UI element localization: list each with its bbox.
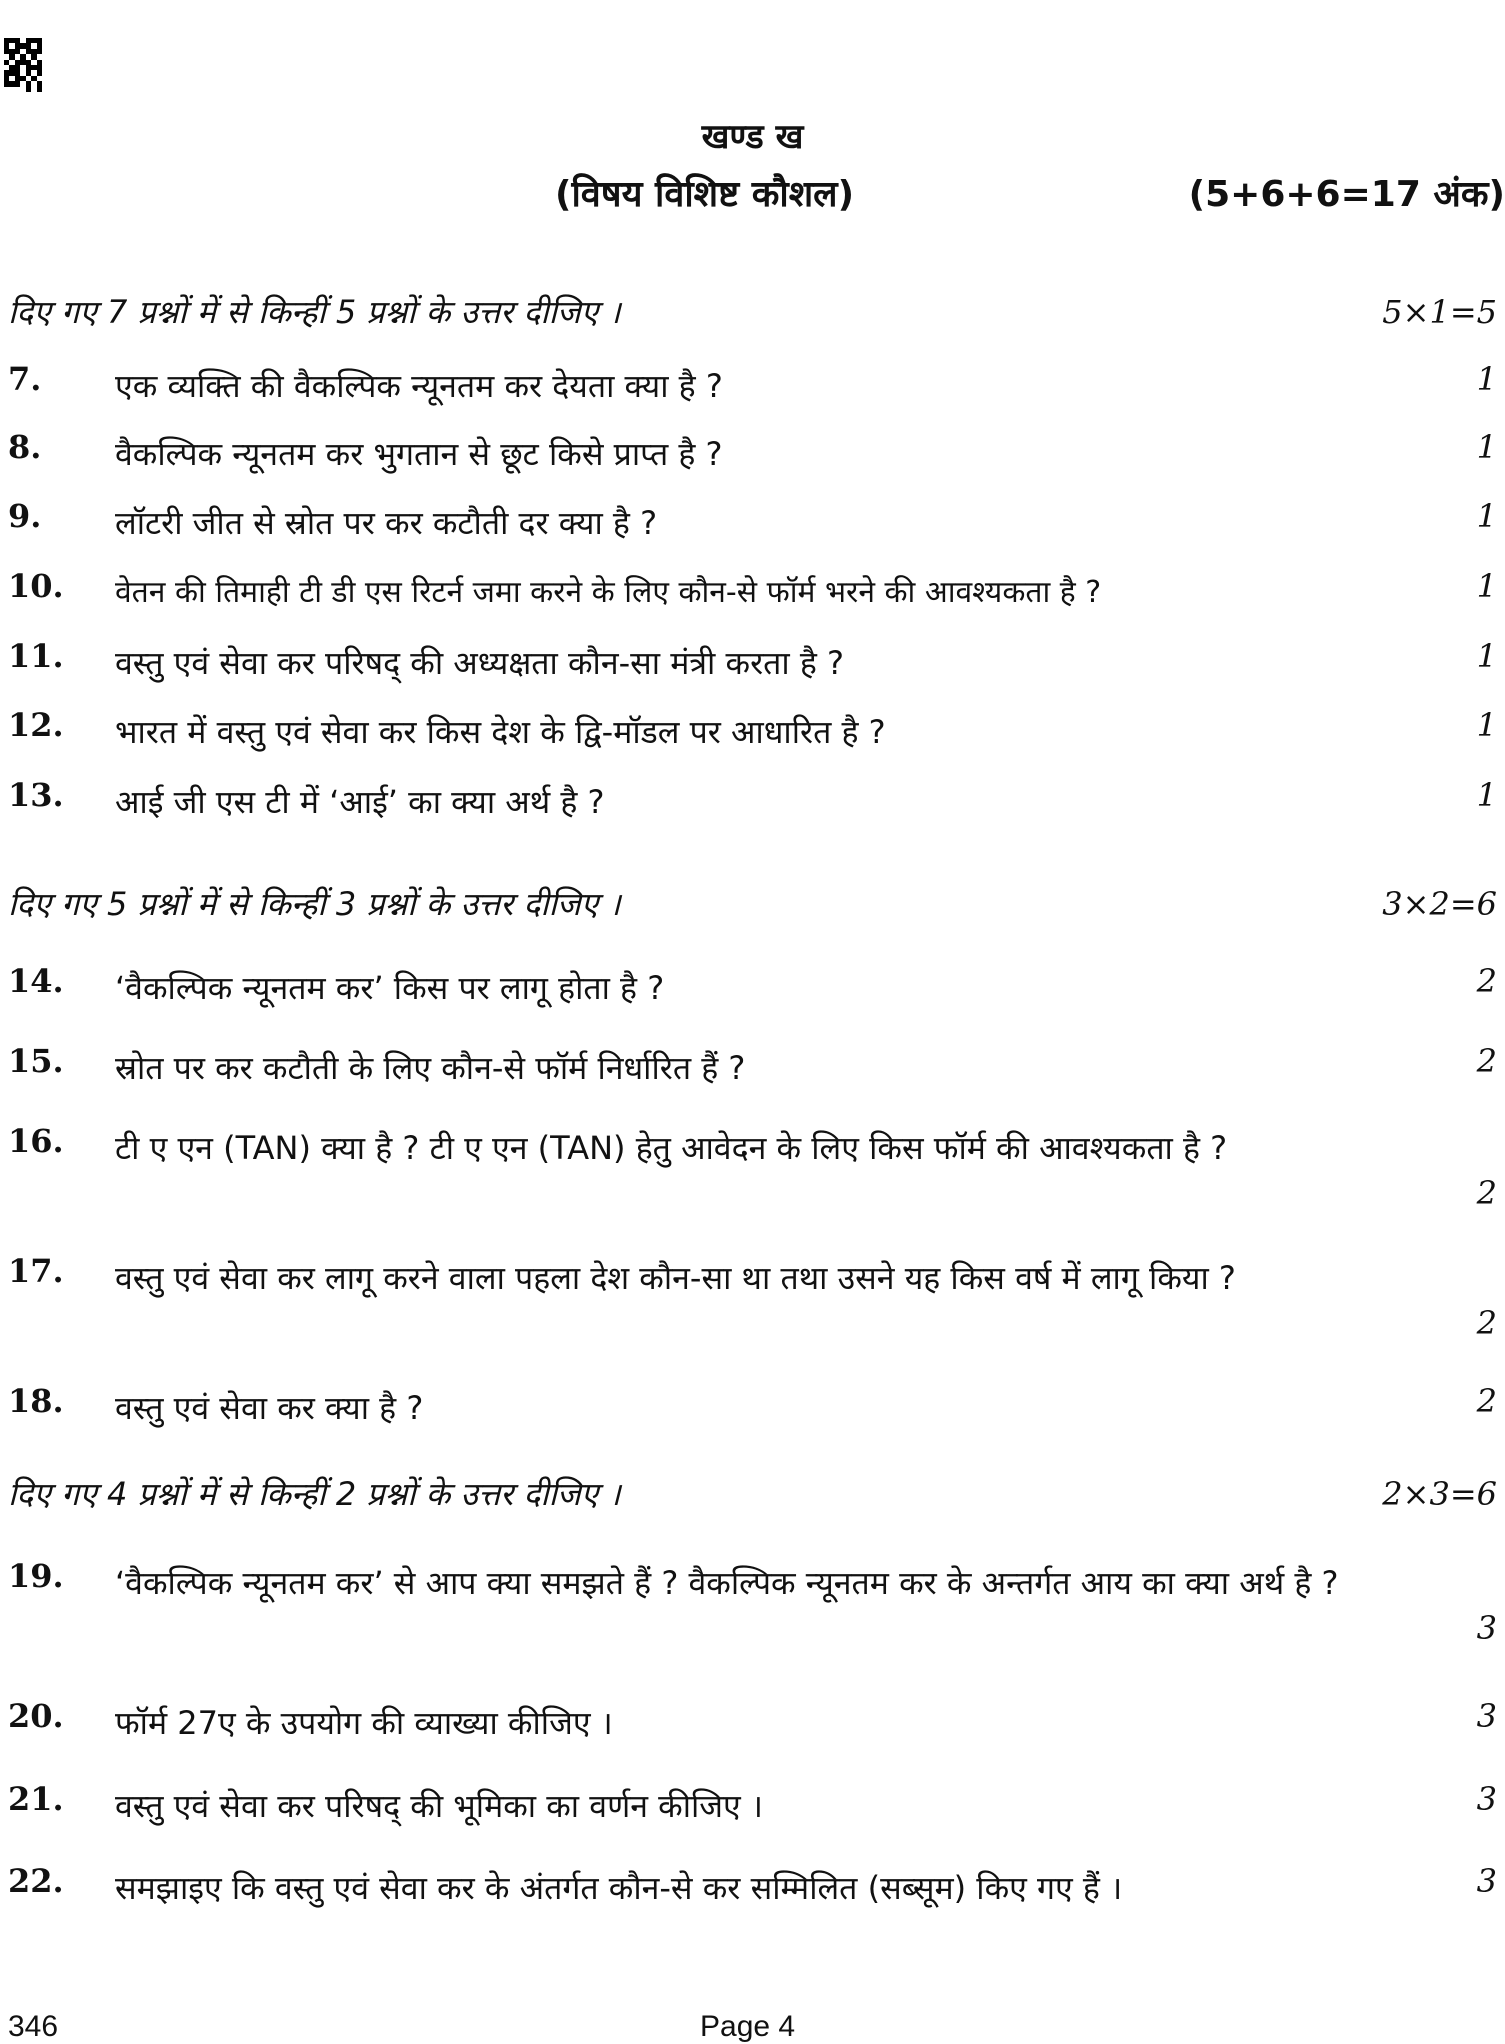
section-title: खण्ड ख <box>701 117 804 157</box>
question-marks: 3 <box>1476 1609 1497 1647</box>
question-marks: 1 <box>1476 706 1497 744</box>
question-marks: 1 <box>1476 637 1497 675</box>
question-marks: 3 <box>1476 1780 1497 1818</box>
question-text: वस्तु एवं सेवा कर क्या है ? <box>115 1389 424 1427</box>
section-subtitle: (विषय विशिष्ट कौशल) <box>555 174 855 215</box>
question-text: टी ए एन (TAN) क्या है ? टी ए एन (TAN) हेतु आवेदन के लिए किस फॉर्म की आवश्यकता है ? <box>115 1129 1228 1167</box>
question-text: समझाइए कि वस्तु एवं सेवा कर के अंतर्गत कौन-से कर सम्मिलित (सब्सूम) किए गए हैं । <box>115 1869 1123 1907</box>
qr-code-icon <box>4 38 42 92</box>
question-number: 7. <box>8 360 42 398</box>
question-number: 13. <box>8 776 64 814</box>
instruction-text: दिए गए 7 प्रश्नों में से किन्हीं 5 प्रश्नों के उत्तर दीजिए । <box>8 293 621 331</box>
group-instruction <box>8 290 1497 333</box>
question-marks: 3 <box>1476 1697 1497 1735</box>
question-text: एक व्यक्ति की वैकल्पिक न्यूनतम कर देयता क्या है ? <box>115 367 723 405</box>
question-number: 9. <box>8 497 42 535</box>
question-text: स्रोत पर कर कटौती के लिए कौन-से फॉर्म निर्धारित हैं ? <box>115 1049 746 1087</box>
question-number: 14. <box>8 962 64 1000</box>
question-text: ‘वैकल्पिक न्यूनतम कर’ किस पर लागू होता है ? <box>115 969 665 1007</box>
question-number: 22. <box>8 1862 64 1900</box>
question-text: वैकल्पिक न्यूनतम कर भुगतान से छूट किसे प्राप्त है ? <box>115 435 723 473</box>
paper-code: 346 <box>8 2010 59 2043</box>
question-number: 12. <box>8 706 64 744</box>
question-marks: 2 <box>1476 1382 1497 1420</box>
question-text: भारत में वस्तु एवं सेवा कर किस देश के द्वि-मॉडल पर आधारित है ? <box>115 713 886 751</box>
question-number: 19. <box>8 1557 64 1595</box>
question-text: ‘वैकल्पिक न्यूनतम कर’ से आप क्या समझते हैं ? वैकल्पिक न्यूनतम कर के अन्तर्गत आय का क्या अर्थ है ? <box>115 1564 1339 1602</box>
question-marks: 2 <box>1476 1174 1497 1212</box>
question-marks: 2 <box>1476 1042 1497 1080</box>
question-number: 8. <box>8 428 42 466</box>
question-number: 21. <box>8 1780 64 1818</box>
question-text: वेतन की तिमाही टी डी एस रिटर्न जमा करने के लिए कौन-से फॉर्म भरने की आवश्यकता है ? <box>115 575 1102 610</box>
question-marks: 1 <box>1476 428 1497 466</box>
page-number: Page 4 <box>700 2010 796 2043</box>
marking-scheme: 5×1=5 <box>1382 293 1497 331</box>
section-marks: (5+6+6=17 अंक) <box>1188 174 1505 215</box>
question-text: वस्तु एवं सेवा कर परिषद् की अध्यक्षता कौन-सा मंत्री करता है ? <box>115 644 844 682</box>
question-number: 15. <box>8 1042 64 1080</box>
question-text: फॉर्म 27ए के उपयोग की व्याख्या कीजिए । <box>115 1704 613 1742</box>
question-marks: 3 <box>1476 1862 1497 1900</box>
question-number: 20. <box>8 1697 64 1735</box>
marking-scheme: 2×3=6 <box>1382 1475 1497 1513</box>
question-text: आई जी एस टी में ‘आई’ का क्या अर्थ है ? <box>115 783 605 821</box>
question-marks: 2 <box>1476 1304 1497 1342</box>
question-number: 10. <box>8 567 64 605</box>
question-marks: 1 <box>1476 567 1497 605</box>
question-marks: 1 <box>1476 360 1497 398</box>
marking-scheme: 3×2=6 <box>1382 885 1497 923</box>
group-instruction <box>8 882 1497 925</box>
question-text: वस्तु एवं सेवा कर लागू करने वाला पहला देश कौन-सा था तथा उसने यह किस वर्ष में लागू किया ? <box>115 1259 1236 1297</box>
question-number: 17. <box>8 1252 64 1290</box>
question-text: वस्तु एवं सेवा कर परिषद् की भूमिका का वर्णन कीजिए । <box>115 1787 764 1825</box>
question-number: 18. <box>8 1382 64 1420</box>
question-marks: 1 <box>1476 497 1497 535</box>
question-marks: 2 <box>1476 962 1497 1000</box>
question-number: 16. <box>8 1122 64 1160</box>
group-instruction <box>8 1472 1497 1515</box>
question-number: 11. <box>8 637 64 675</box>
instruction-text: दिए गए 4 प्रश्नों में से किन्हीं 2 प्रश्नों के उत्तर दीजिए । <box>8 1475 621 1513</box>
question-marks: 1 <box>1476 776 1497 814</box>
question-text: लॉटरी जीत से स्रोत पर कर कटौती दर क्या है ? <box>115 504 658 542</box>
instruction-text: दिए गए 5 प्रश्नों में से किन्हीं 3 प्रश्नों के उत्तर दीजिए । <box>8 885 621 923</box>
